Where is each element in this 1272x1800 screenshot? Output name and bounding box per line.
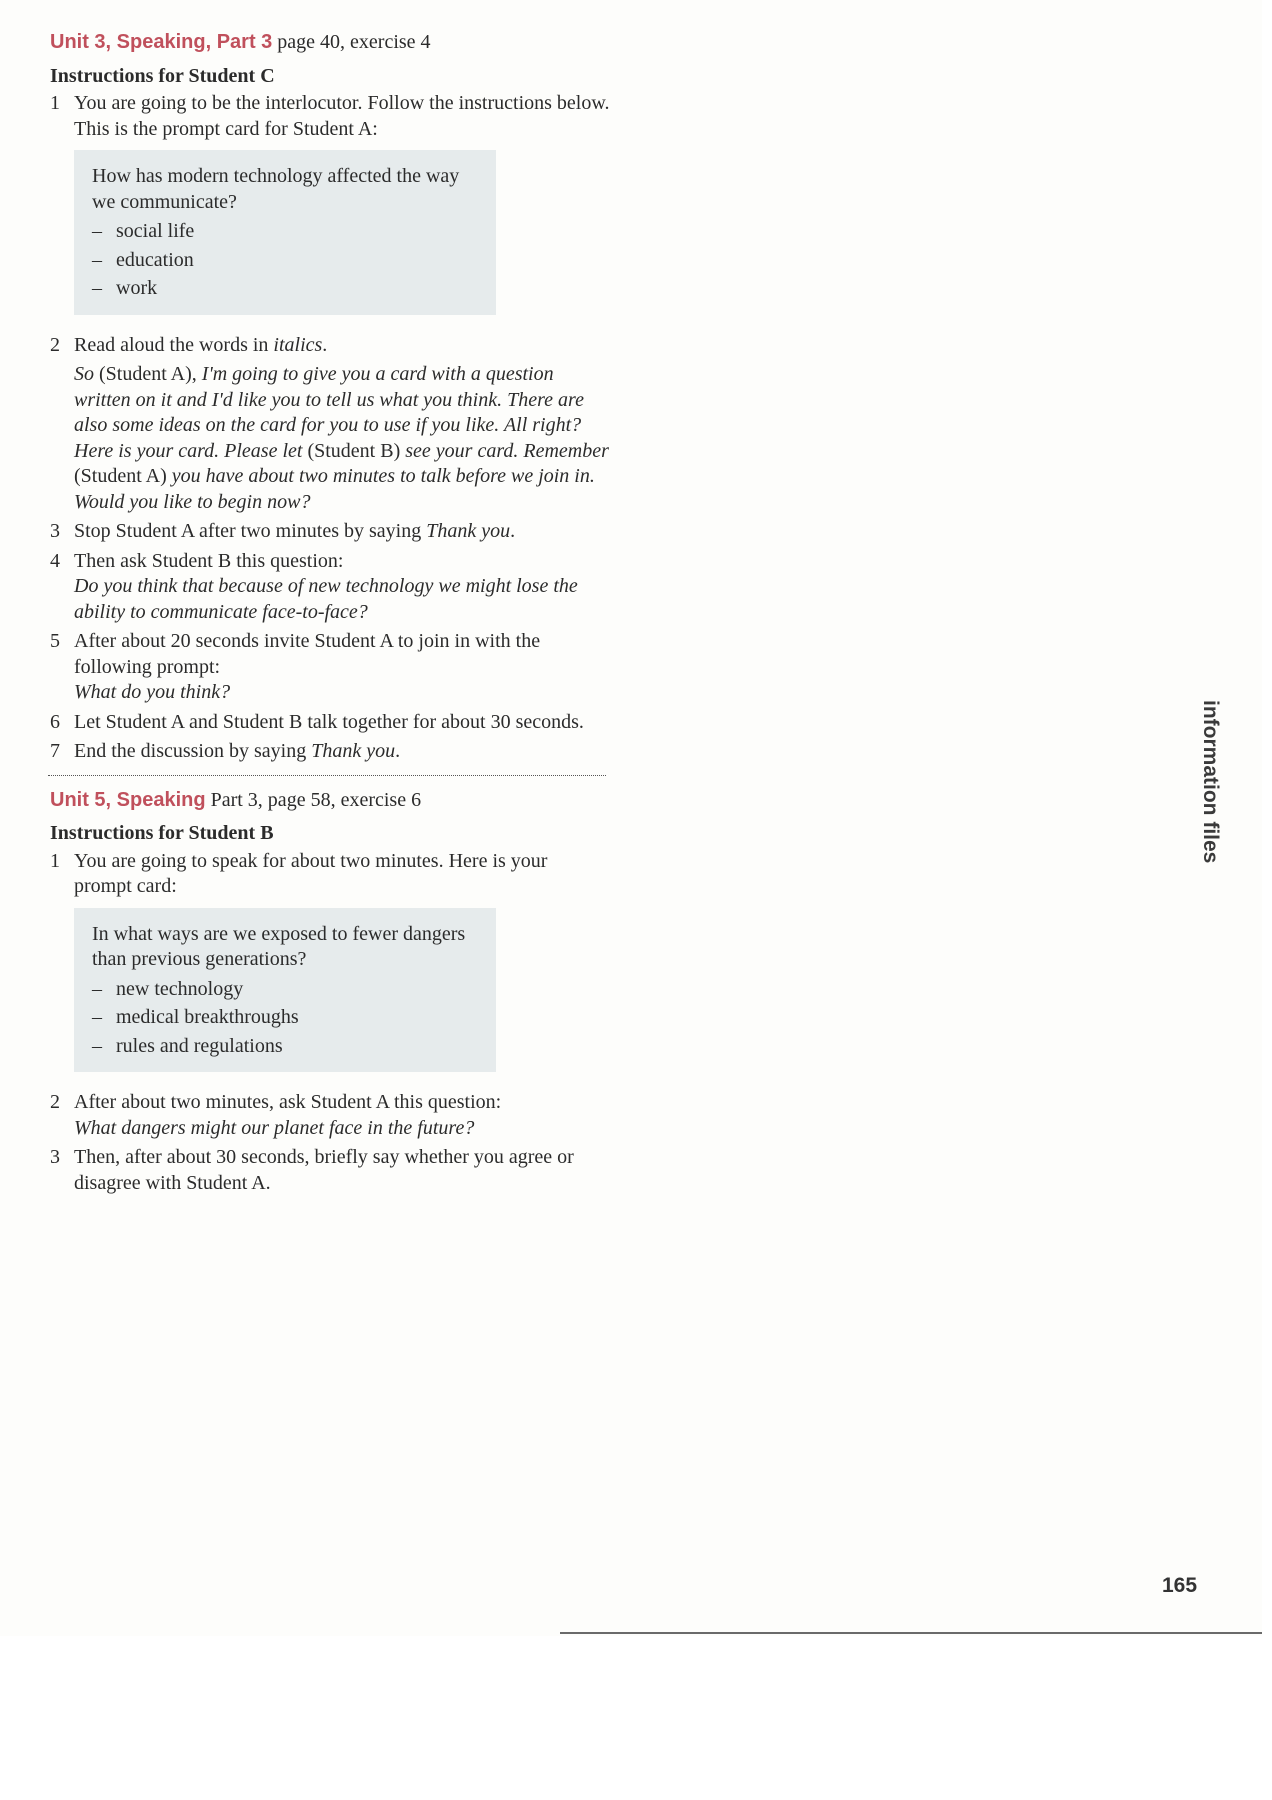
bullet-dash: – bbox=[92, 277, 102, 299]
list-item bbox=[50, 549, 610, 626]
italic-question: Do you think that because of new technology we might lose the ability to communicate face-to-face? bbox=[74, 575, 578, 623]
content-column bbox=[50, 30, 610, 1200]
item-number: 1 bbox=[50, 92, 60, 114]
list-item bbox=[50, 519, 610, 545]
page-number: 165 bbox=[1162, 1574, 1198, 1597]
list-item bbox=[50, 739, 610, 765]
list-item bbox=[50, 91, 610, 142]
list-item bbox=[50, 1145, 610, 1196]
prompt-bullet-text: new technology bbox=[116, 977, 244, 1000]
italic-question: What dangers might our planet face in the future? bbox=[74, 1116, 475, 1139]
unit-reference: Part 3, page 58, exercise 6 bbox=[210, 788, 422, 811]
item-number: 5 bbox=[50, 630, 60, 652]
prompt-card bbox=[74, 908, 496, 1073]
prompt-bullet-text: rules and regulations bbox=[116, 1034, 283, 1057]
list-item bbox=[50, 849, 610, 900]
prompt-bullet bbox=[92, 977, 478, 1003]
bottom-rule bbox=[560, 1632, 1262, 1634]
prompt-bullet-text: work bbox=[116, 277, 158, 299]
bullet-dash: – bbox=[92, 977, 102, 1000]
script-plain: (Student B) bbox=[302, 439, 406, 462]
item-number: 2 bbox=[50, 1091, 60, 1113]
italic-word: Thank you bbox=[311, 740, 396, 762]
bullet-dash: – bbox=[92, 1034, 102, 1057]
italic-word: italics bbox=[273, 333, 323, 356]
side-tab-label: information files bbox=[1199, 700, 1222, 864]
prompt-bullet-text: social life bbox=[116, 220, 195, 242]
item-number: 2 bbox=[50, 333, 60, 356]
text-run: Read aloud the words in bbox=[74, 333, 274, 356]
item-number: 1 bbox=[50, 849, 60, 872]
item-text bbox=[74, 629, 610, 706]
prompt-question: How has modern technology affected the way we communicate? bbox=[92, 165, 460, 213]
unit-title: Unit 5, Speaking bbox=[50, 788, 206, 811]
script-italic: you have about two minutes to talk before we join in. Would you like to begin now? bbox=[74, 465, 595, 513]
unit-3-heading bbox=[50, 30, 610, 56]
item-text: Then, after about 30 seconds, briefly say whether you agree or disagree with Student A. bbox=[74, 1146, 574, 1194]
instructions-heading: Instructions for Student C bbox=[50, 64, 275, 87]
bullet-dash: – bbox=[92, 220, 102, 242]
item-text: You are going to speak for about two minutes. Here is your prompt card: bbox=[74, 849, 548, 897]
list-item bbox=[50, 333, 610, 516]
item-text: You are going to be the interlocutor. Follow the instructions below. This is the prompt card for Student A: bbox=[74, 92, 610, 140]
item-text bbox=[74, 333, 610, 516]
script-italic: So bbox=[74, 363, 94, 385]
text-run: . bbox=[395, 740, 401, 762]
bullet-dash: – bbox=[92, 248, 102, 271]
item-text bbox=[74, 519, 610, 545]
item-text bbox=[74, 549, 610, 626]
item-number: 4 bbox=[50, 549, 60, 572]
script-italic: I'm going to give you a card with a question written on it and I'd like you to tell us what you think. There are also some ideas on the card for you to use if you like. All right? Here is your card. Please let bbox=[74, 363, 584, 462]
list-item bbox=[50, 710, 610, 736]
unit-reference: page 40, exercise 4 bbox=[277, 31, 431, 53]
prompt-question: In what ways are we exposed to fewer dangers than previous generations? bbox=[92, 922, 466, 970]
item-text bbox=[74, 1090, 610, 1141]
item-number: 3 bbox=[50, 1146, 60, 1168]
italic-word: Thank you bbox=[426, 520, 511, 542]
item-number: 7 bbox=[50, 740, 60, 762]
read-aloud-script bbox=[74, 362, 610, 515]
prompt-card bbox=[74, 150, 496, 315]
text-run: Stop Student A after two minutes by saying bbox=[74, 520, 427, 542]
bullet-dash: – bbox=[92, 1006, 102, 1028]
text-run: End the discussion by saying bbox=[74, 740, 312, 762]
text-run: . bbox=[510, 520, 516, 542]
section-divider bbox=[48, 775, 606, 776]
item-number: 3 bbox=[50, 520, 60, 542]
prompt-bullet bbox=[92, 219, 478, 245]
item-number: 6 bbox=[50, 710, 60, 733]
prompt-bullet-text: medical breakthroughs bbox=[116, 1006, 299, 1028]
list-item bbox=[50, 629, 610, 706]
prompt-bullet bbox=[92, 1034, 478, 1060]
text-run: Then ask Student B this question: bbox=[74, 549, 344, 572]
list-item bbox=[50, 1090, 610, 1141]
unit-title: Unit 3, Speaking, Part 3 bbox=[50, 31, 273, 53]
prompt-bullet bbox=[92, 1005, 478, 1031]
instructions-heading: Instructions for Student B bbox=[50, 822, 274, 844]
text-run: After about 20 seconds invite Student A to join in with the following prompt: bbox=[74, 630, 541, 678]
text-run: After about two minutes, ask Student A this question: bbox=[74, 1091, 502, 1113]
item-text: Let Student A and Student B talk together for about 30 seconds. bbox=[74, 710, 584, 733]
prompt-bullet-text: education bbox=[116, 248, 194, 271]
italic-prompt: What do you think? bbox=[74, 681, 231, 703]
unit-5-heading bbox=[50, 788, 610, 814]
script-plain: (Student A), bbox=[94, 363, 202, 385]
prompt-bullet bbox=[92, 276, 478, 302]
prompt-bullet bbox=[92, 248, 478, 274]
text-run: . bbox=[322, 333, 328, 356]
script-plain: (Student A) bbox=[74, 465, 172, 487]
script-italic: see your card. Remember bbox=[405, 439, 609, 462]
item-text bbox=[74, 739, 610, 765]
